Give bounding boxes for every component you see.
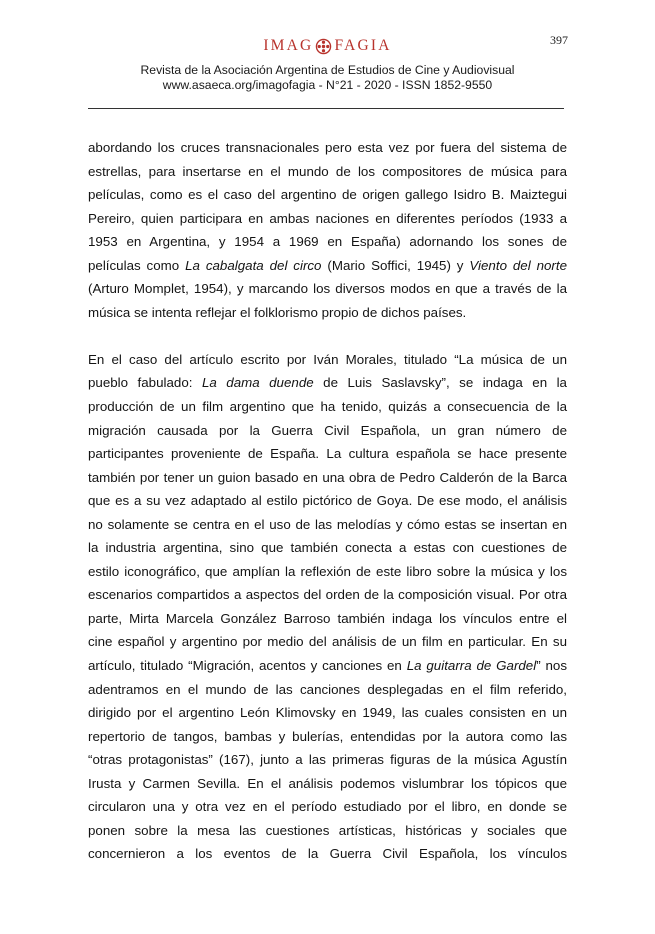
text-fragment: películas como	[88, 257, 186, 273]
text-fragment: de Luis Saslavsky”, se indaga en la	[313, 375, 567, 391]
text-line: 1953 en Argentina, y 1954 a 1969 en España) adornando los sones de	[88, 234, 567, 250]
header-divider	[88, 108, 564, 109]
text-line: parte, Mirta Marcela González Barroso también indaga los vínculos entre el	[88, 610, 567, 626]
journal-info: www.asaeca.org/imagofagia - N°21 - 2020 - ISSN 1852-9550	[162, 78, 493, 92]
film-title: La cabalgata del circo	[185, 257, 322, 273]
film-reel-icon	[315, 38, 332, 55]
text-line	[88, 254, 567, 278]
text-line: “otras protagonistas” (167), junto a las primeras figuras de la música Agustín	[88, 752, 567, 768]
film-title: La guitarra de Gardel	[406, 658, 537, 674]
text-fragment: ” nos	[536, 658, 567, 674]
text-line: Pereiro, quien participara en ambas naciones en diferentes períodos (1933 a	[88, 210, 567, 226]
text-line: estilo iconográfico, que amplían la reflexión de este libro sobre la música y los	[88, 563, 567, 579]
logo-text-right: FAGIA	[334, 37, 392, 54]
text-line	[88, 654, 567, 678]
text-fragment: (Mario Soffici, 1945) y	[321, 257, 470, 273]
text-line	[88, 371, 567, 395]
journal-title: Revista de la Asociación Argentina de Estudios de Cine y Audiovisual	[140, 63, 515, 77]
imagofagia-logo	[263, 36, 391, 56]
text-line: dirigido por el argentino León Klimovsky en 1949, las cuales consisten en un	[88, 705, 567, 721]
text-line: concernieron a los eventos de la Guerra Civil Española, los vínculos	[88, 846, 567, 862]
paragraph-1	[88, 136, 567, 324]
text-line: Irusta y Carmen Sevilla. En el análisis podemos vislumbrar los tópicos que	[88, 775, 567, 791]
text-line: migración causada por la Guerra Civil Española, un gran número de	[88, 422, 567, 438]
text-line: películas, como es el caso del argentino de origen gallego Isidro B. Maiztegui	[88, 187, 567, 203]
text-line: repertorio de tangos, bambas y bulerías, entendidas por la autora como las	[88, 728, 567, 744]
text-fragment: pueblo fabulado:	[88, 375, 202, 391]
text-line: la industria argentina, sino que también conecta a estas con cuestiones de	[88, 540, 567, 556]
logo-text-left: IMAG	[263, 37, 314, 54]
article-body	[88, 136, 567, 866]
text-line: En el caso del artículo escrito por Iván Morales, titulado “La música de un	[88, 351, 567, 367]
text-fragment: artículo, titulado “Migración, acentos y canciones en	[88, 658, 407, 674]
text-line: abordando los cruces transnacionales pero esta vez por fuera del sistema de	[88, 140, 567, 155]
text-line: estrellas, para insertarse en el mundo de los compositores de música para	[88, 163, 567, 179]
text-line: no solamente se centra en el uso de las melodías y cómo estas se insertan en	[88, 516, 567, 532]
text-line: adentramos en el mundo de las canciones desplegadas en el film referido,	[88, 681, 567, 697]
text-line: también por tener un guion basado en una obra de Pedro Calderón de la Barca	[88, 469, 567, 485]
film-title: Viento del norte	[469, 257, 567, 273]
paragraph-2	[88, 348, 567, 866]
text-line: participantes proveniente de España. La cultura española se hace presente	[88, 446, 567, 462]
text-line: música se intenta reflejar el folklorismo propio de dichos países.	[88, 304, 467, 320]
text-line: escenarios compartidos a aspectos del orden de la composición visual. Por otra	[88, 587, 567, 603]
text-line: (Arturo Momplet, 1954), y marcando los diversos modos en que a través de la	[88, 281, 567, 297]
text-line: producción de un film argentino que ha tenido, quizás a consecuencia de la	[88, 399, 567, 415]
text-line: ponen sobre la mesa las cuestiones artísticas, históricas y sociales que	[88, 822, 567, 838]
text-line: circularon una y otra vez en el período estudiado por el libro, en donde se	[88, 799, 567, 815]
text-line: que es a su vez adaptado al estilo pictórico de Goya. De ese modo, el análisis	[88, 493, 567, 509]
text-line: cine español y argentino por medio del análisis de un film en particular. En su	[88, 634, 567, 650]
film-title: La dama duende	[201, 375, 314, 391]
journal-header	[0, 36, 655, 93]
page-number: 397	[550, 33, 568, 47]
